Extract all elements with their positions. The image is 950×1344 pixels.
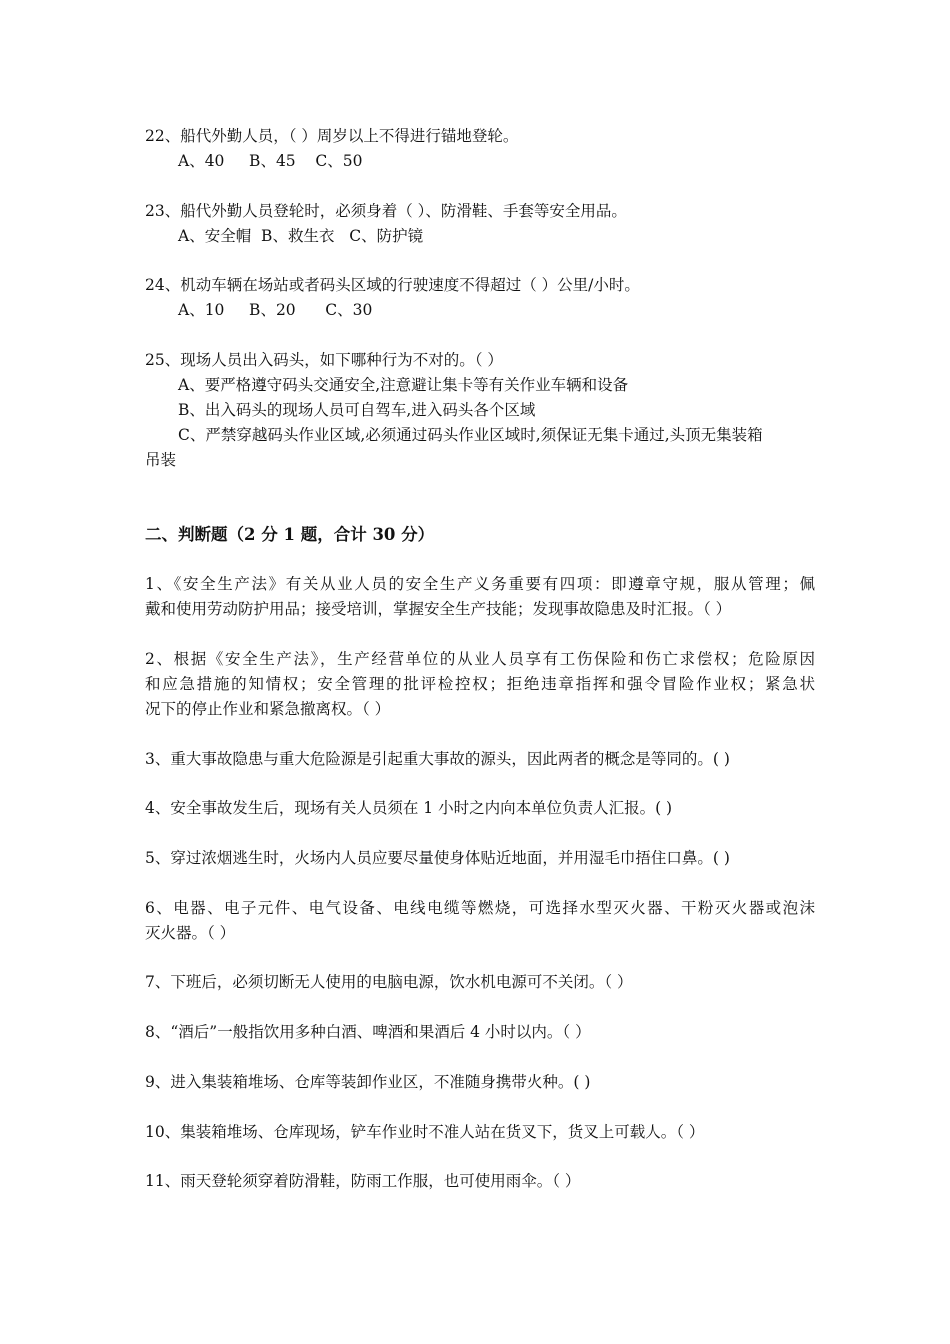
judge-item-9: 9、进入集装箱堆场、仓库等装卸作业区，不准随身携带火种。( ) (145, 1073, 591, 1091)
question-24-stem: 24、机动车辆在场站或者码头区域的行驶速度不得超过（ ）公里/小时。 (145, 276, 640, 294)
judge-item-5: 5、穿过浓烟逃生时，火场内人员应要尽量使身体贴近地面，并用湿毛巾捂住口鼻。( ) (145, 849, 730, 867)
judge-item-1-line-2: 戴和使用劳动防护用品；接受培训，掌握安全生产技能；发现事故隐患及时汇报。（ ） (145, 600, 732, 618)
judge-item-1-line-1: 1、《安全生产法》有关从业人员的安全生产义务重要有四项：即遵章守规，服从管理；佩 (145, 575, 815, 593)
question-23-stem: 23、船代外勤人员登轮时，必须身着（ ）、防滑鞋、手套等安全用品。 (145, 202, 627, 220)
question-24-options: A、10 B、20 C、30 (178, 301, 373, 319)
judge-item-6-line-2: 灭火器。（ ） (145, 924, 236, 942)
judge-item-11: 11、雨天登轮须穿着防滑鞋，防雨工作服，也可使用雨伞。（ ） (145, 1172, 581, 1190)
judge-item-3: 3、重大事故隐患与重大危险源是引起重大事故的源头，因此两者的概念是等同的。( ) (145, 750, 730, 768)
question-25-option-b: B、出入码头的现场人员可自驾车,进入码头各个区域 (178, 401, 536, 419)
question-25-option-a: A、要严格遵守码头交通安全,注意避让集卡等有关作业车辆和设备 (178, 376, 629, 394)
judge-item-2-line-3: 况下的停止作业和紧急撤离权。（ ） (145, 700, 391, 718)
question-22-options: A、40 B、45 C、50 (178, 152, 363, 170)
question-25-stem: 25、现场人员出入码头，如下哪种行为不对的。（ ） (145, 351, 503, 369)
judge-item-2-line-1: 2、根据《安全生产法》，生产经营单位的从业人员享有工伤保险和伤亡求偿权；危险原因 (145, 650, 815, 668)
judge-item-10: 10、集装箱堆场、仓库现场，铲车作业时不准人站在货叉下，货叉上可载人。（ ） (145, 1123, 705, 1141)
judge-item-6-line-1: 6、电器、电子元件、电气设备、电线电缆等燃烧，可选择水型灭火器、干粉灭火器或泡沫 (145, 899, 815, 917)
judge-item-8: 8、“酒后”一般指饮用多种白酒、啤酒和果酒后 4 小时以内。（ ） (145, 1023, 591, 1041)
question-25-option-c-cont: 吊装 (145, 451, 177, 469)
judge-item-7: 7、下班后，必须切断无人使用的电脑电源，饮水机电源可不关闭。（ ） (145, 973, 633, 991)
question-25-option-c: C、严禁穿越码头作业区域,必须通过码头作业区域时,须保证无集卡通过,头顶无集装箱 (178, 426, 763, 444)
question-22-stem: 22、船代外勤人员，（ ）周岁以上不得进行锚地登轮。 (145, 127, 519, 145)
judge-item-2-line-2: 和应急措施的知情权；安全管理的批评检控权；拒绝违章指挥和强令冒险作业权；紧急状 (145, 675, 815, 693)
question-23-options: A、安全帽 B、救生衣 C、防护镜 (178, 227, 424, 245)
section-2-heading: 二、判断题（2 分 1 题，合计 30 分） (145, 525, 435, 544)
judge-item-4: 4、安全事故发生后，现场有关人员须在 1 小时之内向本单位负责人汇报。( ) (145, 799, 673, 817)
